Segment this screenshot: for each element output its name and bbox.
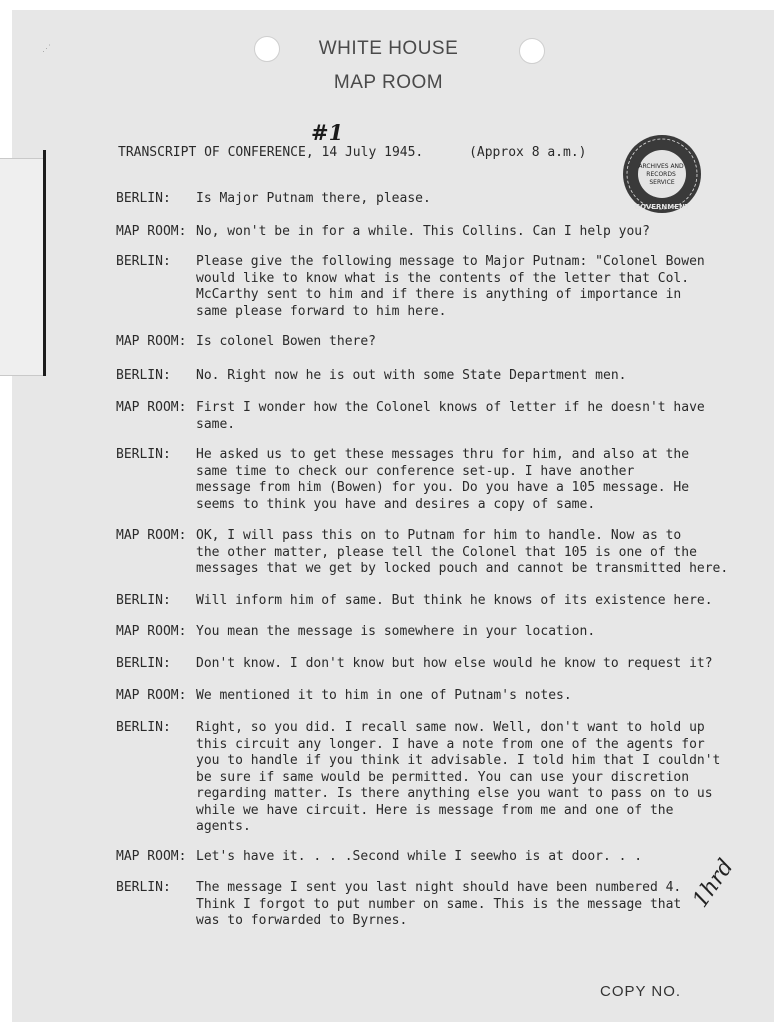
speaker-text: No, won't be in for a while. This Collins. Can I help you?	[196, 224, 650, 239]
speaker-text: Please give the following message to Major Putnam: "Colonel Bowen would like to know what is the contents of the letter that Col. McCarthy sent to him and if there is anything of importance in same please forward to him here.	[196, 254, 705, 319]
speaker-label: MAP ROOM:	[116, 400, 187, 415]
copy-number-label: COPY NO.	[600, 983, 682, 1000]
speaker-text: Don't know. I don't know but how else would he know to request it?	[196, 656, 713, 671]
speaker-text: Will inform him of same. But think he knows of its existence here.	[196, 593, 713, 608]
speaker-text: Is Major Putnam there, please.	[196, 191, 431, 206]
speaker-text: We mentioned it to him in one of Putnam's notes.	[196, 688, 572, 703]
speaker-label: MAP ROOM:	[116, 334, 187, 349]
speaker-text: Right, so you did. I recall same now. Well, don't want to hold up this circuit any longer. I have a note from one of the agents for you to handle if you think it advisable. I told him that I couldn't be sure if same would be permitted. You can use your discretion regarding matter. Is there anything else you want to pass on to us while we have circuit. Here is message from me and one of the agents.	[196, 720, 721, 834]
speaker-text: He asked us to get these messages thru for him, and also at the same time to check our conference set-up. I have another message from him (Bowen) for you. Do you have a 105 message. He seems to think you have and desires a copy of same.	[196, 447, 690, 512]
speaker-text: No. Right now he is out with some State Department men.	[196, 368, 627, 383]
title-date: 14 July 1945.	[321, 145, 424, 160]
speaker-text: Is colonel Bowen there?	[196, 334, 377, 349]
header-line-2: MAP ROOM	[333, 72, 444, 93]
speaker-label: BERLIN:	[116, 593, 171, 608]
attached-paper-tab	[0, 158, 45, 376]
stamp-bottom-text: GOVERNMENT	[634, 203, 690, 211]
stamp-middle-text: ARCHIVES AND RECORDS SERVICE	[638, 163, 684, 186]
speaker-text: OK, I will pass this on to Putnam for him to handle. Now as to the other matter, please tell the Colonel that 105 is one of the messages that we get by locked pouch and cannot be transmitted here.	[196, 528, 729, 576]
title-time: (Approx 8 a.m.)	[469, 145, 587, 160]
speaker-label: MAP ROOM:	[116, 528, 187, 543]
speaker-text: You mean the message is somewhere in your location.	[196, 624, 596, 639]
handwritten-initials: 1hrd	[688, 854, 739, 913]
faint-mark: ⋰	[42, 44, 51, 54]
speaker-label: MAP ROOM:	[116, 849, 187, 864]
speaker-label: BERLIN:	[116, 720, 171, 735]
handwritten-number: #1	[311, 120, 344, 145]
speaker-label: BERLIN:	[116, 656, 171, 671]
speaker-label: MAP ROOM:	[116, 688, 187, 703]
speaker-label: BERLIN:	[116, 368, 171, 383]
transcript-title	[118, 145, 586, 160]
tab-shadow-edge	[43, 150, 46, 376]
speaker-text: First I wonder how the Colonel knows of letter if he doesn't have same.	[196, 400, 705, 432]
speaker-text: The message I sent you last night should have been numbered 4. Think I forgot to put number on same. This is the message that was to forwarded to Byrnes.	[196, 880, 682, 928]
title-prefix: TRANSCRIPT OF CONFERENCE,	[118, 145, 314, 160]
header-line-1: WHITE HOUSE	[318, 38, 459, 59]
speaker-label: BERLIN:	[116, 254, 171, 269]
speaker-text: Let's have it. . . .Second while I seewho is at door. . .	[196, 849, 643, 864]
speaker-label: MAP ROOM:	[116, 224, 187, 239]
speaker-label: BERLIN:	[116, 447, 171, 462]
speaker-label: MAP ROOM:	[116, 624, 187, 639]
speaker-label: BERLIN:	[116, 191, 171, 206]
speaker-label: BERLIN:	[116, 880, 171, 895]
